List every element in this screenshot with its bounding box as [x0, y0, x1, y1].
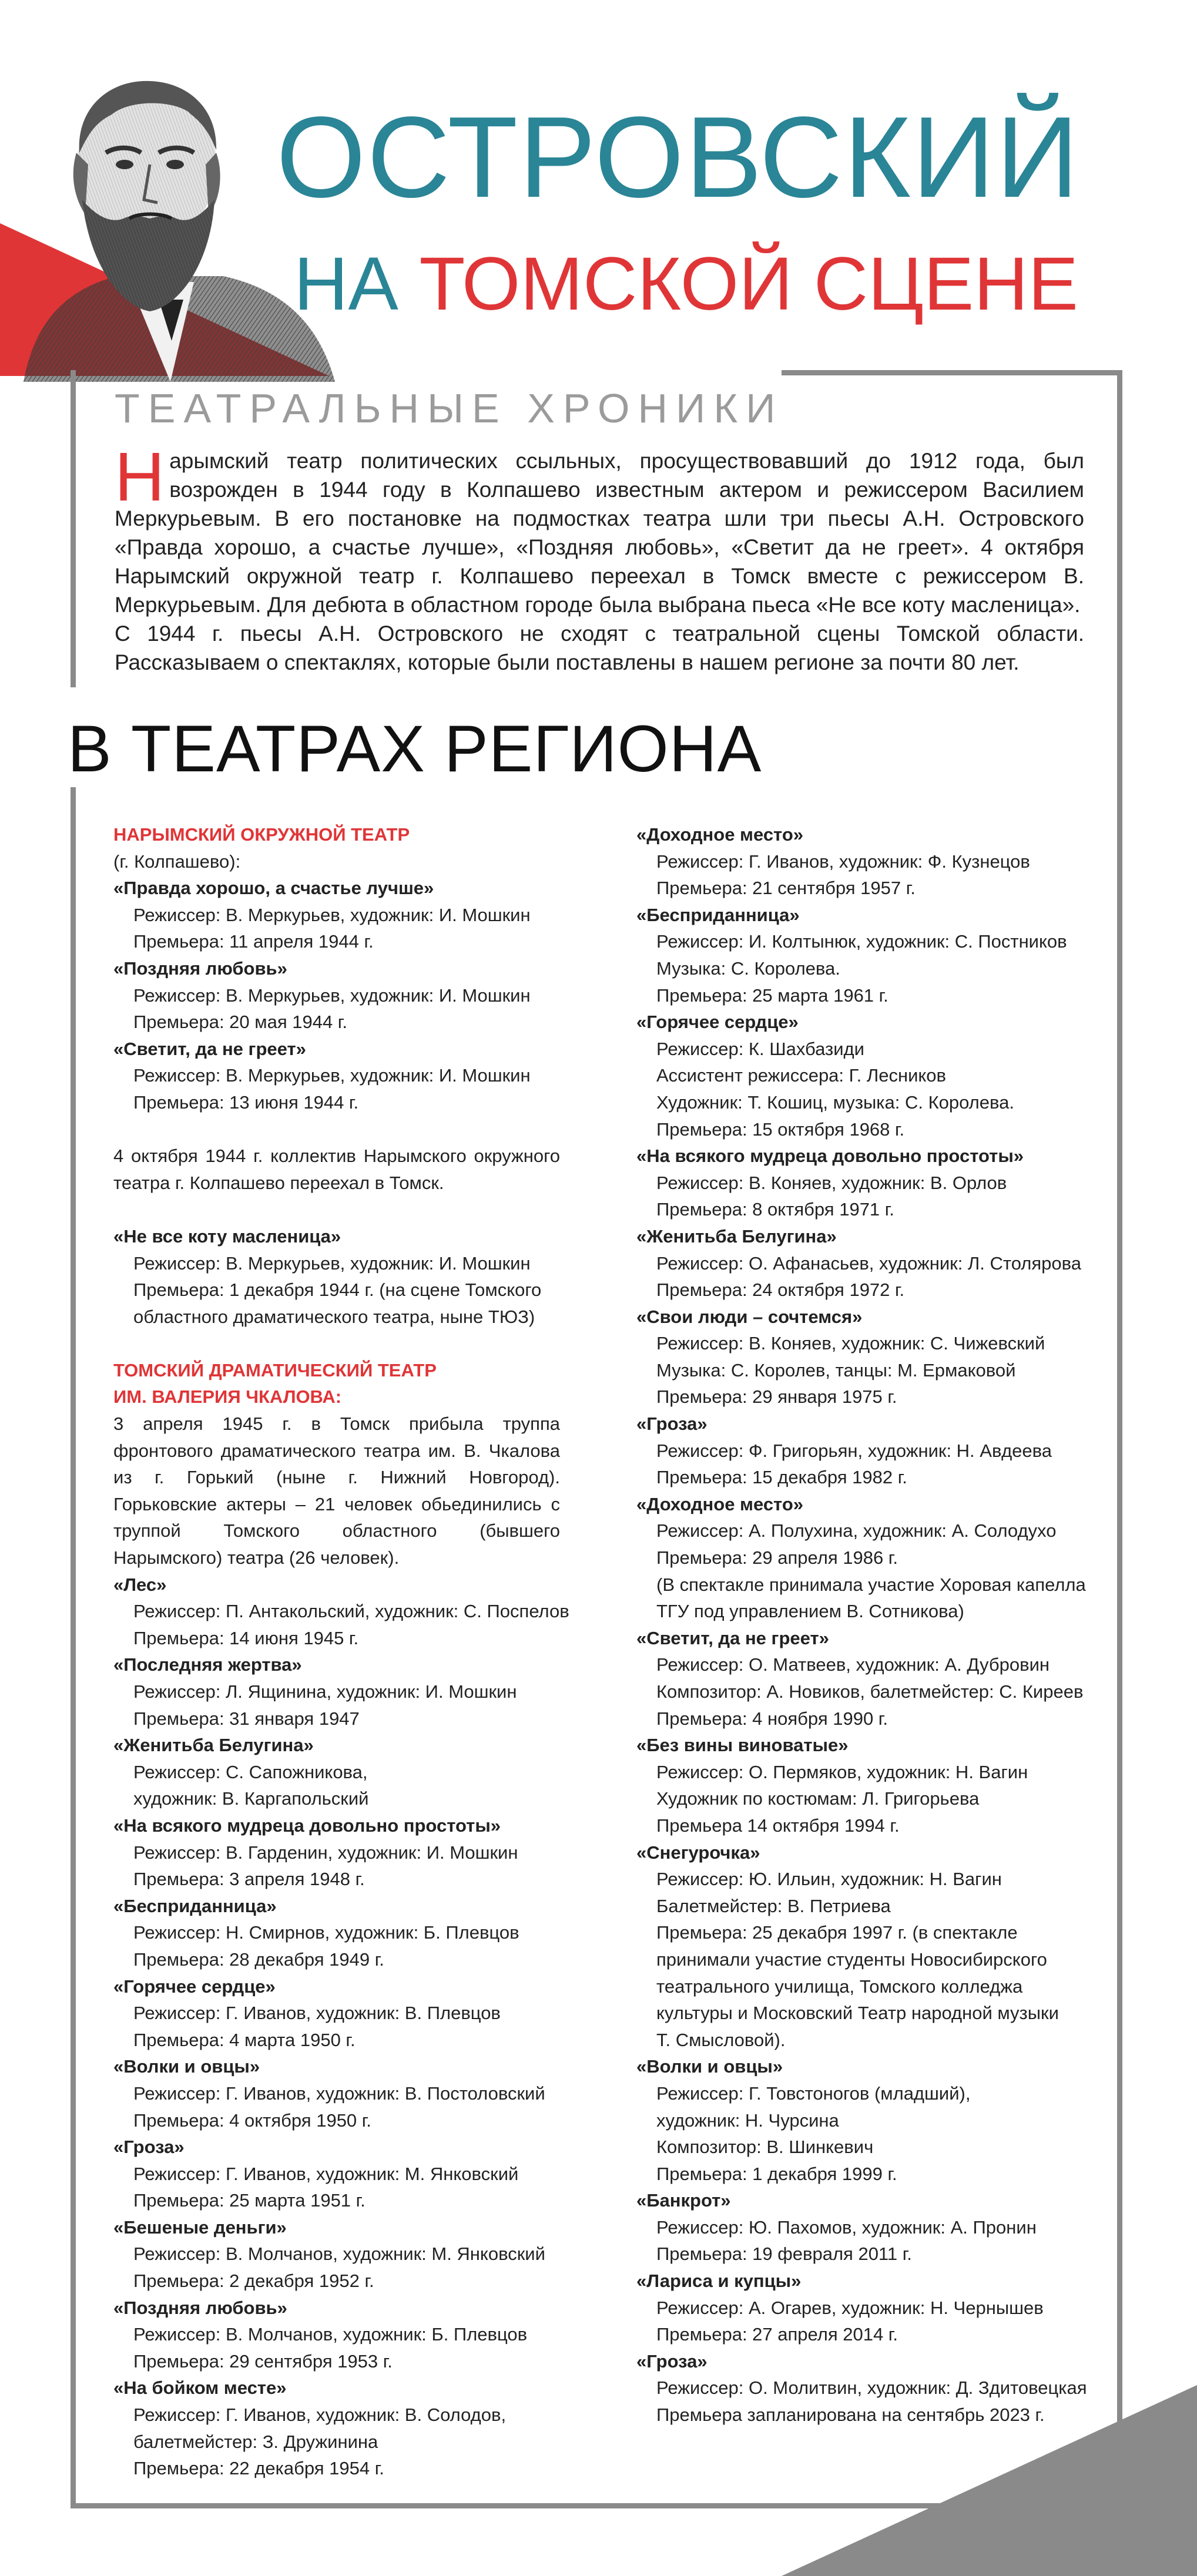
production-detail: Режиссер: И. Колтынюк, художник: С. Постников: [656, 931, 1067, 952]
play-title: «Доходное место»: [636, 824, 804, 845]
history-paragraph: 3 апреля 1945 г. в Томск прибыла труппа фронтового драматического театра им. В. Чкалова из г. Горький (ныне г. Нижний Новгород). Горьковские актеры – 21 человек обьединились с труппой Томского областного (бывшего Нарымского) театра (26 человек).: [113, 1413, 560, 1569]
production-detail: Режиссер: В. Молчанов, художник: Б. Плевцов: [133, 2324, 528, 2345]
production-detail: Премьера: 25 марта 1961 г.: [656, 985, 888, 1006]
play-title: «Банкрот»: [636, 2190, 731, 2211]
production-detail: театрального училища, Томского колледжа: [656, 1976, 1023, 1997]
production-detail: Режиссер: О. Пермяков, художник: Н. Вагин: [656, 1761, 1028, 1782]
production-detail: Режиссер: Г. Иванов, художник: М. Янковский: [133, 2163, 519, 2184]
production-detail: Премьера: 24 октября 1972 г.: [656, 1279, 905, 1301]
production-detail: Режиссер: В. Коняев, художник: С. Чижевский: [656, 1333, 1045, 1354]
theatre-name: ИМ. ВАЛЕРИЯ ЧКАЛОВА:: [113, 1386, 342, 1408]
main-subtitle: [294, 242, 1078, 326]
production-detail: Премьера: 29 апреля 1986 г.: [656, 1547, 898, 1569]
play-title: «Гроза»: [636, 1413, 708, 1435]
production-detail: Композитор: А. Новиков, балетмейстер: С. Киреев: [656, 1681, 1084, 1702]
play-title: «Гроза»: [636, 2350, 708, 2372]
production-detail: Ассистент режиссера: Г. Лесников: [656, 1065, 947, 1086]
production-detail: Режиссер: О. Афанасьев, художник: Л. Столярова: [656, 1252, 1082, 1274]
production-detail: Премьера: 25 декабря 1997 г. (в спектакле: [656, 1922, 1018, 1943]
production-detail: Режиссер: Г. Товстоногов (младший),: [656, 2083, 971, 2104]
play-title: «Светит, да не греет»: [113, 1038, 306, 1059]
production-detail: Премьера: 19 февраля 2011 г.: [656, 2243, 912, 2265]
production-detail: Режиссер: В. Меркурьев, художник: И. Мошкин: [133, 1252, 531, 1274]
play-title: «Поздняя любовь»: [113, 958, 287, 979]
production-detail: Режиссер: О. Молитвин, художник: Д. Здитовецкая: [656, 2377, 1087, 2399]
play-title: «Без вины виноватые»: [636, 1735, 849, 1756]
play-title: «Волки и овцы»: [636, 2056, 783, 2077]
production-detail: Премьера: 13 июня 1944 г.: [133, 1091, 359, 1113]
production-detail: художник: В. Каргапольский: [133, 1788, 369, 1809]
production-detail: Премьера: 4 ноября 1990 г.: [656, 1708, 888, 1729]
theatre-name: НАРЫМСКИЙ ОКРУЖНОЙ ТЕАТР: [113, 824, 410, 845]
play-title: «Гроза»: [113, 2137, 185, 2158]
spacer: [113, 1330, 560, 1357]
intro-paragraph-1: [115, 438, 1084, 619]
production-detail: Режиссер: Г. Иванов, художник: В. Постоловский: [133, 2083, 545, 2104]
spacer: [113, 1116, 560, 1143]
region-heading: В ТЕАТРАХ РЕГИОНА: [68, 712, 762, 785]
production-detail: ТГУ под управлением В. Сотникова): [656, 1601, 964, 1622]
production-detail: Премьера: 15 декабря 1982 г.: [656, 1467, 907, 1488]
play-title: «Лес»: [113, 1574, 167, 1595]
chronicles-heading: ТЕАТРАЛЬНЫЕ ХРОНИКИ: [115, 385, 784, 431]
production-detail: Художник: Т. Кошиц, музыка: С. Королева.: [656, 1091, 1014, 1113]
production-detail: Премьера: 3 апреля 1948 г.: [133, 1869, 365, 1890]
production-detail: Премьера: 15 октября 1968 г.: [656, 1119, 905, 1140]
production-detail: Режиссер: Г. Иванов, художник: В. Плевцов: [133, 2003, 501, 2024]
production-detail: Премьера: 4 октября 1950 г.: [133, 2110, 371, 2131]
production-detail: Режиссер: О. Матвеев, художник: А. Дубровин: [656, 1654, 1050, 1675]
production-detail: Премьера: 20 мая 1944 г.: [133, 1012, 347, 1033]
production-detail: Режиссер: В. Коняев, художник: В. Орлов: [656, 1172, 1007, 1193]
production-detail: областного драматического театра, ныне ТЮЗ): [133, 1306, 535, 1327]
production-detail: Премьера: 14 июня 1945 г.: [133, 1627, 359, 1648]
play-title: «Свои люди – сочтемся»: [636, 1306, 863, 1327]
production-detail: Премьера 14 октября 1994 г.: [656, 1815, 900, 1836]
play-title: «Светит, да не греет»: [636, 1627, 829, 1648]
production-detail: Премьера запланирована на сентябрь 2023 г.: [656, 2404, 1045, 2426]
production-detail: Режиссер: П. Антакольский, художник: С. Поспелов: [133, 1601, 569, 1622]
production-detail: Режиссер: Л. Ящинина, художник: И. Мошкин: [133, 1681, 517, 1702]
intro-paragraph-1-text: арымский театр политических ссыльных, просуществовавший до 1912 года, был возрожден в 1944 году в Колпашево известным актером и режиссером Василием Меркурьевым. В его постановке на подмостках театра шли три пьесы А.Н. Островского «Правда хорошо, а счастье лучше», «Поздняя любовь», «Светит да не греет». 4 октября Нарымский окружной театр г. Колпашево переехал в Томск вместе с режиссером В. Меркурьевым. Для дебюта в областном городе была выбрана пьеса «Не все коту масленица».: [115, 449, 1084, 617]
play-title: «Правда хорошо, а счастье лучше»: [113, 878, 434, 899]
production-detail: Композитор: В. Шинкевич: [656, 2137, 874, 2158]
production-detail: Премьера: 29 января 1975 г.: [656, 1386, 897, 1408]
production-detail: Премьера: 4 марта 1950 г.: [133, 2029, 356, 2050]
spacer: [113, 1196, 560, 1223]
production-detail: (В спектакле принимала участие Хоровая капелла: [656, 1574, 1086, 1595]
play-title: «Бесприданница»: [113, 1895, 277, 1916]
production-detail: Премьера: 1 декабря 1944 г. (на сцене Томского: [133, 1279, 542, 1301]
production-detail: Режиссер: А. Огарев, художник: Н. Чернышев: [656, 2297, 1044, 2318]
text-line: (г. Колпашево):: [113, 851, 241, 872]
production-detail: Премьера: 27 апреля 2014 г.: [656, 2324, 898, 2345]
production-detail: Премьера: 29 сентября 1953 г.: [133, 2350, 393, 2372]
production-detail: культуры и Московский Театр народной музыки: [656, 2003, 1059, 2024]
production-detail: Режиссер: К. Шахбазиди: [656, 1038, 864, 1059]
production-detail: Т. Смысловой).: [656, 2029, 786, 2050]
play-title: «Лариса и купцы»: [636, 2271, 802, 2292]
production-detail: Премьера: 21 сентября 1957 г.: [656, 878, 916, 899]
intro-text: [115, 438, 1084, 677]
frame-left-line-top: [71, 370, 76, 687]
production-detail: Режиссер: Н. Смирнов, художник: Б. Плевцов: [133, 1922, 519, 1943]
production-detail: Премьера: 11 апреля 1944 г.: [133, 931, 374, 952]
production-detail: балетмейстер: З. Дружинина: [133, 2431, 378, 2452]
frame-top-line: [782, 370, 1122, 375]
column-right: [636, 821, 1089, 2429]
play-title: «Бесприданница»: [636, 904, 800, 925]
play-title: «Не все коту масленица»: [113, 1225, 341, 1247]
play-title: «Горячее сердце»: [113, 1976, 276, 1997]
play-title: «Доходное место»: [636, 1493, 804, 1514]
production-detail: Премьера: 1 декабря 1999 г.: [656, 2163, 897, 2184]
main-title: ОСТРОВСКИЙ: [276, 93, 1080, 221]
production-detail: Режиссер: В. Молчанов, художник: М. Янковский: [133, 2243, 545, 2265]
production-detail: Музыка: С. Королев, танцы: М. Ермаковой: [656, 1359, 1016, 1381]
production-detail: Премьера: 22 декабря 1954 г.: [133, 2458, 384, 2479]
production-detail: Балетмейстер: В. Петриева: [656, 1895, 891, 1916]
production-detail: Режиссер: А. Полухина, художник: А. Солодухо: [656, 1520, 1057, 1541]
production-detail: Премьера: 8 октября 1971 г.: [656, 1199, 894, 1220]
column-left: [113, 821, 569, 2482]
production-detail: художник: Н. Чурсина: [656, 2110, 839, 2131]
production-detail: Художник по костюмам: Л. Григорьева: [656, 1788, 980, 1809]
production-detail: Премьера: 28 декабря 1949 г.: [133, 1949, 384, 1970]
history-paragraph: 4 октября 1944 г. коллектив Нарымского окружного театра г. Колпашево переехал в Томск.: [113, 1146, 560, 1193]
play-title: «Поздняя любовь»: [113, 2297, 287, 2318]
frame-left-line-bottom: [71, 787, 76, 2508]
production-detail: Режиссер: С. Сапожникова,: [133, 1761, 368, 1782]
play-title: «На всякого мудреца довольно простоты»: [113, 1815, 501, 1836]
production-detail: Музыка: С. Королева.: [656, 958, 840, 979]
production-detail: Режиссер: Г. Иванов, художник: В. Солодов,: [133, 2404, 507, 2426]
production-detail: Режиссер: В. Меркурьев, художник: И. Мошкин: [133, 1065, 531, 1086]
play-title: «Бешеные деньги»: [113, 2216, 287, 2238]
play-title: «Горячее сердце»: [636, 1012, 799, 1033]
play-title: «Последняя жертва»: [113, 1654, 302, 1675]
theatre-name: ТОМСКИЙ ДРАМАТИЧЕСКИЙ ТЕАТР: [113, 1359, 437, 1381]
production-detail: принимали участие студенты Новосибирского: [656, 1949, 1047, 1970]
play-title: «Женитьба Белугина»: [113, 1735, 314, 1756]
production-detail: Режиссер: В. Меркурьев, художник: И. Мошкин: [133, 985, 531, 1006]
production-detail: Режиссер: В. Меркурьев, художник: И. Мошкин: [133, 904, 531, 925]
production-detail: Режиссер: В. Гарденин, художник: И. Мошкин: [133, 1842, 518, 1863]
play-title: «Волки и овцы»: [113, 2056, 260, 2077]
drop-cap: Н: [115, 438, 165, 516]
intro-paragraph-2: С 1944 г. пьесы А.Н. Островского не сходят с театральной сцены Томской области. Рассказываем о спектаклях, которые были поставлены в нашем регионе за почти 80 лет.: [115, 622, 1084, 674]
production-detail: Премьера: 25 марта 1951 г.: [133, 2190, 366, 2211]
production-detail: Премьера: 2 декабря 1952 г.: [133, 2271, 374, 2292]
production-detail: Режиссер: Ю. Ильин, художник: Н. Вагин: [656, 1869, 1002, 1890]
production-detail: Режиссер: Г. Иванов, художник: Ф. Кузнецов: [656, 851, 1030, 872]
production-detail: Режиссер: Ф. Григорьян, художник: Н. Авдеева: [656, 1440, 1052, 1461]
play-title: «На бойком месте»: [113, 2377, 287, 2399]
play-title: «На всякого мудреца довольно простоты»: [636, 1146, 1024, 1167]
subtitle-part-red: ТОМСКОЙ СЦЕНЕ: [419, 242, 1078, 326]
production-detail: Режиссер: Ю. Пахомов, художник: А. Пронин: [656, 2216, 1037, 2238]
play-title: «Женитьба Белугина»: [636, 1225, 837, 1247]
production-detail: Премьера: 31 января 1947: [133, 1708, 360, 1729]
subtitle-part-teal: НА: [294, 242, 420, 326]
play-title: «Снегурочка»: [636, 1842, 760, 1863]
